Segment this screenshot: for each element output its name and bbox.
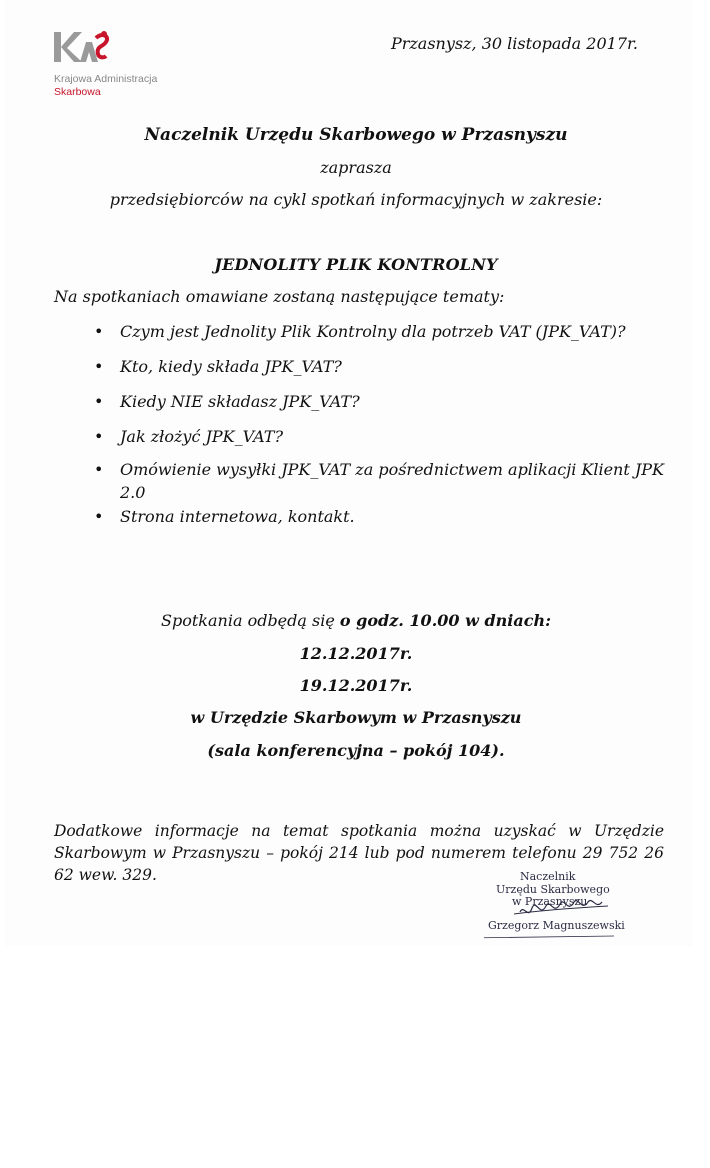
subject-heading: JEDNOLITY PLIK KONTROLNY: [214, 255, 498, 274]
kas-logo: [52, 28, 192, 108]
audience-text: przedsiębiorców na cykl spotkań informacyjnych w zakresie:: [109, 190, 603, 209]
logo-line-2: Skarbowa: [54, 86, 101, 98]
stamp-line-4: Grzegorz Magnuszewski: [488, 919, 625, 932]
kas-logo-icon: [52, 28, 112, 72]
official-stamp: [484, 868, 634, 938]
footer-info: Dodatkowe informacje na temat spotkania można uzyskać w Urzędzie Skarbowym w Przasnyszu – pokój 214 lub pod numerem telefonu 29 752 26 62 wew. 329.: [54, 822, 664, 884]
meeting-date-1: 12.12.2017r.: [299, 644, 413, 663]
meeting-room: (sala konferencyjna – pokój 104).: [207, 741, 505, 760]
list-item: • Strona internetowa, kontakt.: [94, 504, 664, 530]
list-item: • Kiedy NIE składasz JPK_VAT?: [94, 388, 664, 416]
stamp-line-1: Naczelnik: [520, 870, 576, 883]
invites-text: zaprasza: [320, 158, 392, 177]
document-page: [6, 0, 692, 945]
logo-line-1: Krajowa Administracja: [54, 73, 158, 85]
list-item: • Kto, kiedy składa JPK_VAT?: [94, 353, 664, 381]
meeting-place: w Urzędzie Skarbowym w Przasnyszu: [190, 708, 522, 727]
stamp-line-2: Urzędu Skarbowego: [496, 883, 610, 896]
stamp-line-3: w Przasnyszu: [512, 895, 588, 908]
meeting-lead-line: [6, 611, 706, 630]
list-item: • Czym jest Jednolity Plik Kontrolny dla potrzeb VAT (JPK_VAT)?: [94, 318, 664, 346]
list-item: • Omówienie wysyłki JPK_VAT za pośrednictwem aplikacji Klient JPK 2.0: [94, 458, 664, 504]
issuer-heading: Naczelnik Urzędu Skarbowego w Przasnyszu: [144, 125, 568, 145]
meeting-time: o godz. 10.00 w dniach:: [339, 611, 551, 630]
topics-intro: Na spotkaniach omawiane zostaną następujące tematy:: [54, 287, 505, 306]
meeting-lead: Spotkania odbędą się: [161, 611, 340, 630]
topics-list: [94, 318, 664, 530]
document-date: Przasnysz, 30 listopada 2017r.: [390, 34, 638, 53]
list-item: • Jak złożyć JPK_VAT?: [94, 423, 664, 451]
meeting-date-2: 19.12.2017r.: [299, 676, 413, 695]
